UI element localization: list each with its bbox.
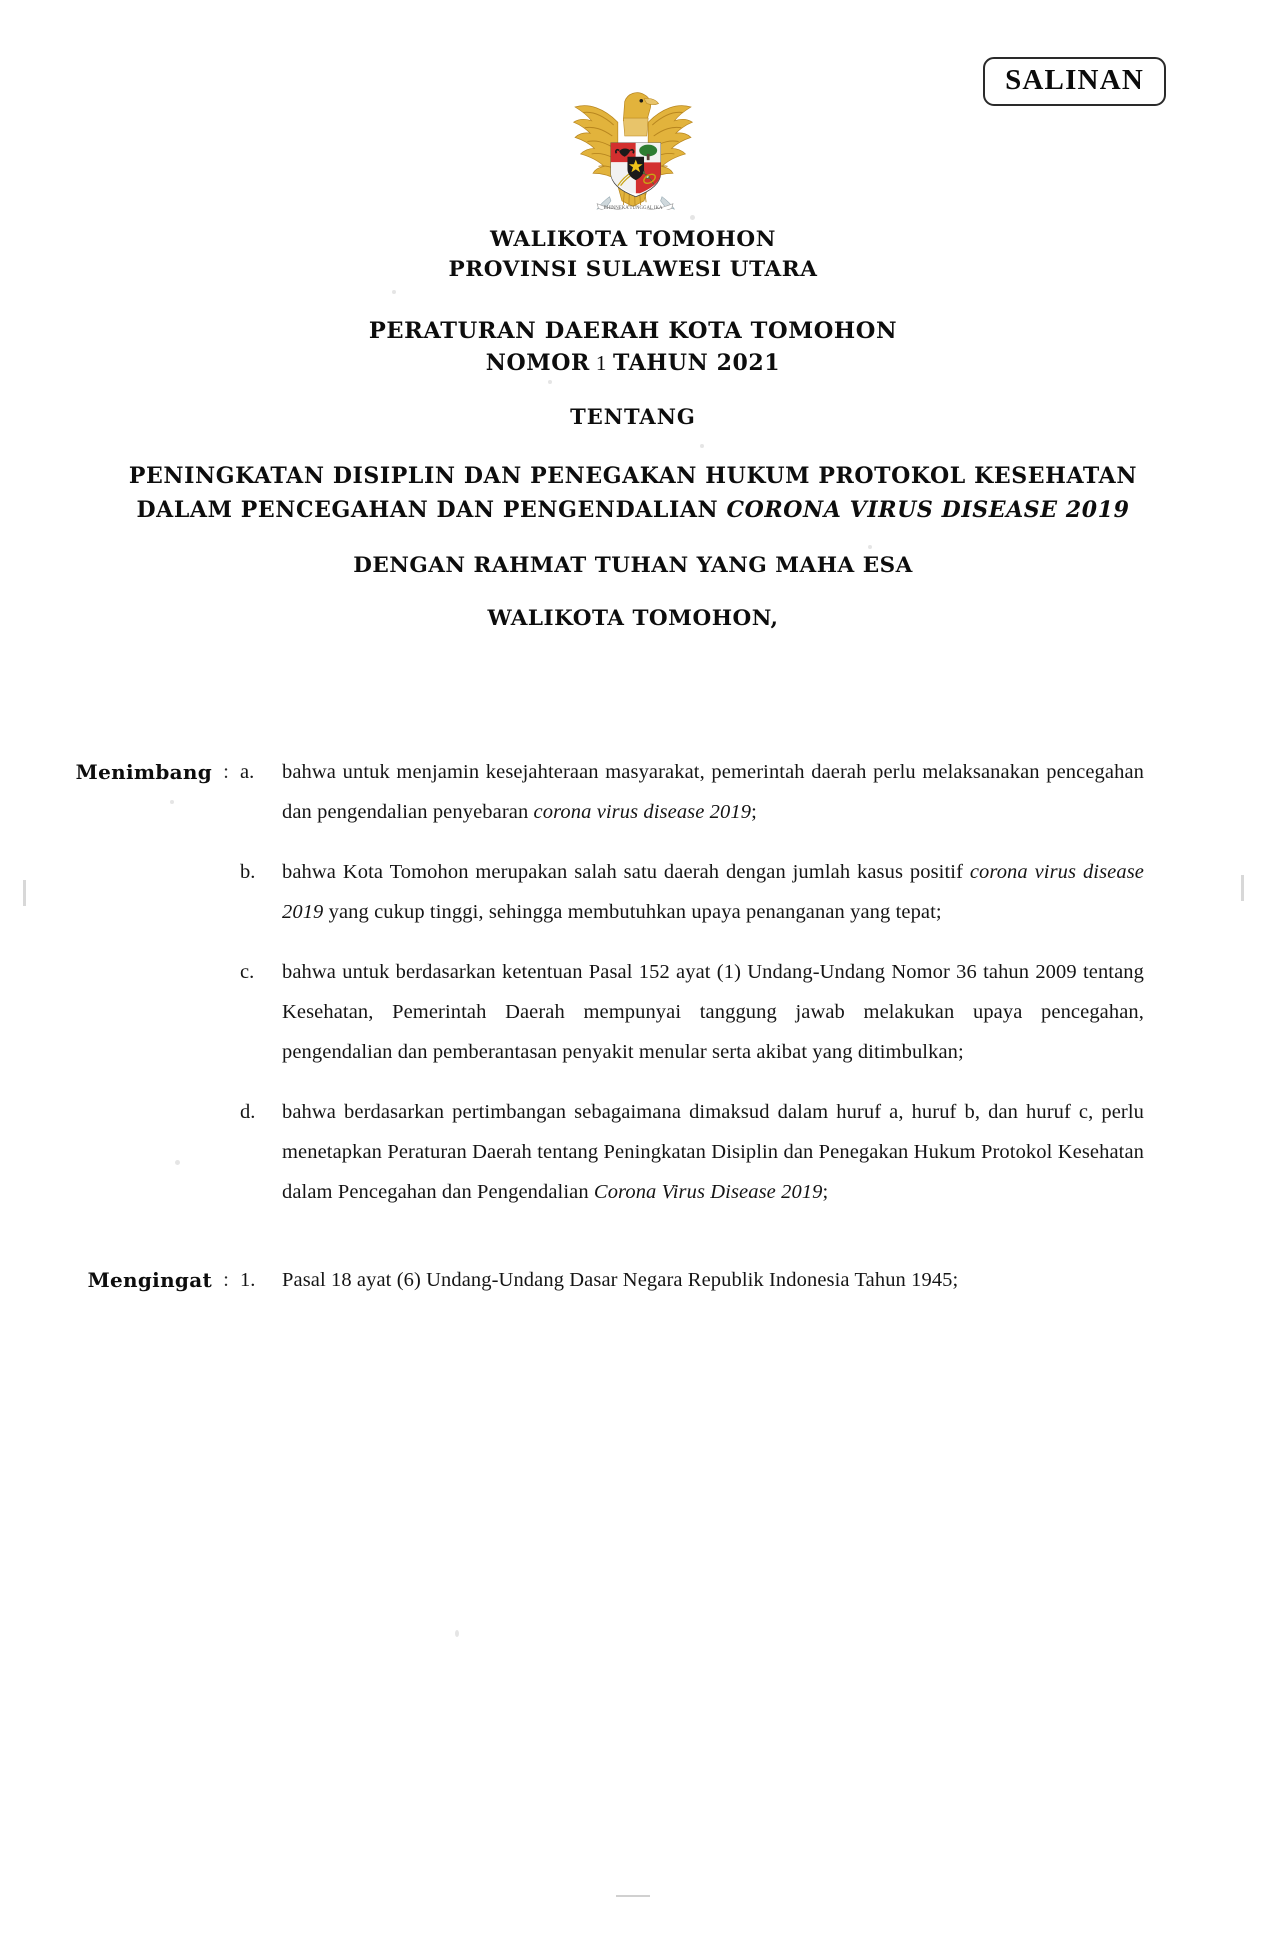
regulation-type: PERATURAN DAERAH KOTA TOMOHON <box>368 318 898 344</box>
clause-item <box>240 852 1144 932</box>
year-prefix: TAHUN <box>612 350 709 376</box>
item-marker: a. <box>240 761 255 783</box>
regulation-subject <box>0 459 1266 527</box>
clause-items <box>240 752 1266 1232</box>
year-value: 2021 <box>716 350 781 376</box>
authority-name: WALIKOTA TOMOHON <box>489 227 776 252</box>
subject-plain: PENINGKATAN DISIPLIN DAN PENEGAKAN HUKUM PROTOKOL KESEHATAN DALAM PENCEGAHAN DAN PENGENDALIAN <box>128 463 1138 523</box>
clause-label: Menimbang <box>75 760 212 784</box>
clause-item <box>240 952 1144 1072</box>
salinan-label: SALINAN <box>1005 64 1144 96</box>
item-text-italic: corona virus disease 2019 <box>533 801 752 823</box>
item-text <box>282 852 1144 932</box>
blessing-line: DENGAN RAHMAT TUHAN YANG MAHA ESA <box>353 553 913 578</box>
item-text-italic: Corona Virus Disease 2019 <box>593 1181 823 1203</box>
item-text-plain: ; <box>751 801 757 823</box>
item-text <box>282 1260 1144 1300</box>
item-text <box>282 752 1144 832</box>
clause-colon: : <box>223 1269 229 1291</box>
item-text-plain: Pasal 18 ayat (6) Undang-Undang Dasar Negara Republik Indonesia Tahun 1945; <box>282 1269 959 1291</box>
clause-colon: : <box>223 761 229 783</box>
scan-speck <box>455 1630 459 1637</box>
item-text-plain: ; <box>822 1181 829 1203</box>
item-text <box>282 1092 1144 1212</box>
clause-block-mengingat <box>0 1260 1266 1320</box>
spacer <box>0 527 1266 550</box>
about-label: TENTANG <box>570 404 696 429</box>
spacer <box>0 432 1266 459</box>
svg-text:BHINNEKA TUNGGAL IKA: BHINNEKA TUNGGAL IKA <box>603 206 663 210</box>
item-text-plain: yang cukup tinggi, sehingga membutuhkan upaya penanganan yang tepat; <box>323 901 942 923</box>
clause-label: Mengingat <box>87 1268 212 1292</box>
clause-item <box>240 752 1144 832</box>
clause-spacer <box>0 1238 1266 1260</box>
clause-items <box>240 1260 1266 1320</box>
regulation-number-line <box>0 347 1266 379</box>
document-header <box>0 225 1266 634</box>
clause-item <box>240 1092 1144 1212</box>
spacer <box>0 581 1266 603</box>
item-marker: c. <box>240 961 255 983</box>
clause-item <box>240 1260 1144 1300</box>
clauses-container <box>0 752 1266 1326</box>
number-value: 1 <box>595 351 607 375</box>
item-marker: d. <box>240 1101 256 1123</box>
footer-mark <box>616 1895 650 1897</box>
item-text <box>282 952 1144 1072</box>
scan-speck <box>690 215 695 220</box>
item-marker: 1. <box>240 1269 256 1291</box>
item-text-plain: bahwa berdasarkan pertimbangan sebagaimana dimaksud dalam huruf a, huruf b, dan huruf c, perlu menetapkan Peraturan Daerah tentang Peningkatan Disiplin dan Penegakan Hukum Protokol Kesehatan dalam Pencegahan dan Pengendalian <box>282 1101 1144 1203</box>
item-text-italic: corona virus disease 2019 <box>282 861 1144 923</box>
garuda-pancasila-icon <box>564 82 702 210</box>
official-title: WALIKOTA TOMOHON, <box>487 606 779 631</box>
province-name: PROVINSI SULAWESI UTARA <box>448 257 818 282</box>
item-text-plain: bahwa untuk menjamin kesejahteraan masyarakat, pemerintah daerah perlu melaksanakan pencegahan dan pengendalian penyebaran <box>282 761 1144 823</box>
item-marker: b. <box>240 861 256 883</box>
subject-italic: CORONA VIRUS DISEASE 2019 <box>726 497 1130 523</box>
emblem-container <box>0 82 1266 210</box>
item-text-plain: bahwa untuk berdasarkan ketentuan Pasal 152 ayat (1) Undang-Undang Nomor 36 tahun 2009 tentang Kesehatan, Pemerintah Daerah mempunyai tanggung jawab melakukan upaya pencegahan, pengendalian dan pemberantasan penyakit menular serta akibat yang ditimbulkan; <box>282 961 1144 1063</box>
item-text-plain: bahwa Kota Tomohon merupakan salah satu daerah dengan jumlah kasus positif <box>282 861 970 883</box>
number-prefix: NOMOR <box>485 350 590 376</box>
spacer <box>0 285 1266 315</box>
clause-block-menimbang <box>0 752 1266 1232</box>
spacer <box>0 379 1266 402</box>
